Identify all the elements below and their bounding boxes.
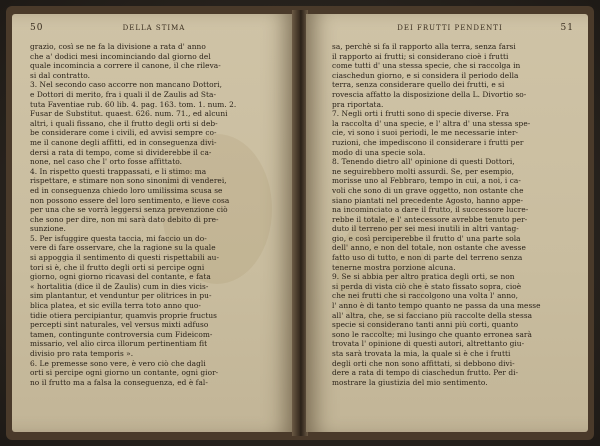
text-line: all' altra, che, se si facciano più raccolte della stessa [332,310,533,320]
text-line: giorno, ogni giorno ricavasi del contante, e fata [30,272,211,282]
text-line: che nei frutti che si raccolgono una volta l' anno, [332,291,519,301]
right-page [306,14,588,432]
text-line: missario, vel alio circa illorum pertinentiam fit [30,339,208,349]
text-line: trovata l' opinione di questi autori, altrettanto giu- [332,339,525,349]
text-line: tuta Faventiae rub. 60 lib. 4. pag. 163. tom. 1. num. 2. [30,99,237,109]
text-line: tamen, contingunte controversia cum Fideicom- [30,329,213,339]
text-line: morisse uno al Febbraro, tempo in cui, a noi, i ca- [332,176,521,186]
text-line: si dal contratto. [30,70,91,80]
text-line: per una che se vorrà leggersi senza prevenzione ciò [30,205,228,215]
text-line: 3. Nel secondo caso accorre non mancano Dottori, [30,80,223,90]
text-line: blica platea, et sic evilla terra toto anno quo- [30,301,201,311]
text-line: Fusar de Substitut. quaest. 626. num. 71., ed alcuni [30,109,228,119]
text-line: rispettare, e stimare non sono sinonimi di venderei, [30,176,227,186]
text-line: cie, vi sono i suoi periodi, le me necessarie inter- [332,128,519,138]
text-line: come tutti d' una stessa specie, che si raccolga in [332,61,521,71]
left-page-number: 50 [30,23,44,33]
text-line: tidie otiera percipiantur, quamvis proprie fructus [30,310,217,320]
text-line: terra, senza considerare quello dei frutti, e si [332,80,505,90]
text-line: siano piantati nel precedente Agosto, hanno appe- [332,195,524,205]
text-line: degli orti che non sono affittati, si debbono divi- [332,358,515,368]
text-line: no il frutto ma a falsa la conseguenza, ed è fal- [30,377,208,387]
text-line: gio, e così perciperebbe il frutto d' una parte sola [332,233,521,243]
text-line: e Dottori di merito, fra i quali il de Zaulis ad Sta- [30,89,217,99]
text-line: me il canone degli affitti, ed in conseguenza divi- [30,137,217,147]
text-line: grazio, così se ne fa la divisione a rata d' anno [30,42,206,51]
text-line: be considerare come i civili, ed avvisi sempre co- [30,128,217,138]
text-line: l' anno è di tanto tempo quanto ne passa da una messe [332,301,541,311]
text-line: sta sarà trovata la mia, la quale si è che i frutti [332,349,511,358]
text-line: duto il terreno per sei mesi inutili in altri vantag- [332,224,519,234]
text-line: divisio pro rata temporis ». [30,349,134,358]
text-line: mostrare la giustizia del mio sentimento. [332,377,488,387]
text-line: si perda di vista ciò che è stato fissato sopra, cioè [332,281,522,291]
text-line: quale incomincia a correre il canone, il che rileva- [30,61,221,71]
text-line: ruzioni, che impediscono il considerare i frutti per [332,137,524,147]
text-line: vere di fare osservare, che la ragione su la quale [30,243,216,253]
text-line: altri, i quali fissano, che il frutto degli orti si deb- [30,118,218,128]
text-line: dersi a rata di tempo, come si dividerebbe il ca- [30,147,212,157]
text-line: che a' dodici mesi incominciando dal giorno del [30,51,211,61]
text-line: il rapporto ai frutti; si considerano cioè i frutti [332,51,509,61]
text-line: 9. Se si abbia per altro pratica degli orti, se non [332,272,515,282]
text-line: « hortalitia (dice il de Zaulis) cum in dies vicis- [30,281,209,291]
text-line: che sono per dire, non mi sarà dato debito di pre- [30,214,219,224]
text-line: tenerne mostra porzione alcuna. [332,262,456,272]
text-line: fatto uso di tutto, e non di parte del terreno senza [332,253,523,263]
left-page [12,14,294,432]
right-running-head: DEI FRUTTI PENDENTI [397,24,503,32]
text-line: dell' anno, e non del totale, non ostante che avesse [332,243,526,253]
text-line: ciaschedun giorno, e si considera il periodo della [332,70,519,80]
text-line: percepti sint naturales, vel versus mixti adfuso [30,320,209,330]
text-line: 7. Negli orti i frutti sono di specie diverse. Fra [332,109,510,119]
text-line: pra riportata. [332,99,384,109]
text-line: dere a rata di tempo di ciaschedun frutto. Per di- [332,368,519,378]
text-line: sunzione. [30,224,66,234]
text-line: 8. Tenendo dietro all' opinione di questi Dottori, [332,157,515,167]
text-line: orti si percipe ogni giorno un contante, ogni gior- [30,368,219,378]
text-line: none, nel caso che l' orto fosse affittato. [30,157,183,167]
text-line: rovescia affatto la disposizione della L. Divortio so- [332,89,527,99]
left-page-body [30,42,282,387]
right-page-body [332,42,578,387]
text-line: sono le raccolte; mi lusingo che quanto erronea sarà [332,329,532,339]
text-line: ne seguirebbero molti assurdi. Se, per esempio, [332,166,515,176]
text-line: non possono essere del loro sentimento, e lieve cosa [30,195,230,205]
text-line: tori si è, che il frutto degli orti si percipe ogni [30,262,205,272]
text-line: na incominciato a dare il frutto, il successore lucre- [332,205,529,215]
text-line: modo di una specie sola. [332,147,426,157]
text-line: 4. In rispetto questi trappassati, e li stimo: ma [30,166,207,176]
text-line: sim plantantur, et venduntur per olitrices in pu- [30,291,212,301]
text-line: voli che sono di un grave oggetto, non ostante che [332,185,524,195]
text-line: rebbe il totale, e l' antecessore avrebbe tenuto per- [332,214,528,224]
text-line: ed in conseguenza chiedo loro umilissima scusa se [30,185,223,195]
text-line: la raccolta d' una specie, e l' altra d' una stessa spe- [332,118,531,128]
text-line: specie si considerano tanti anni più corti, quanto [332,320,519,330]
left-running-head: DELLA STIMA [122,24,186,32]
text-line: 6. Le premesse sono vere, è vero ciò che dagli [30,358,206,368]
text-line: si appoggia il sentimento di questi rispettabili au- [30,253,220,263]
text-line: 5. Per isfuggire questa taccia, mi faccio un do- [30,233,207,243]
text-line: sa, perchè si fa il rapporto alla terra, senza farsi [332,42,516,51]
right-page-number: 51 [560,23,574,33]
